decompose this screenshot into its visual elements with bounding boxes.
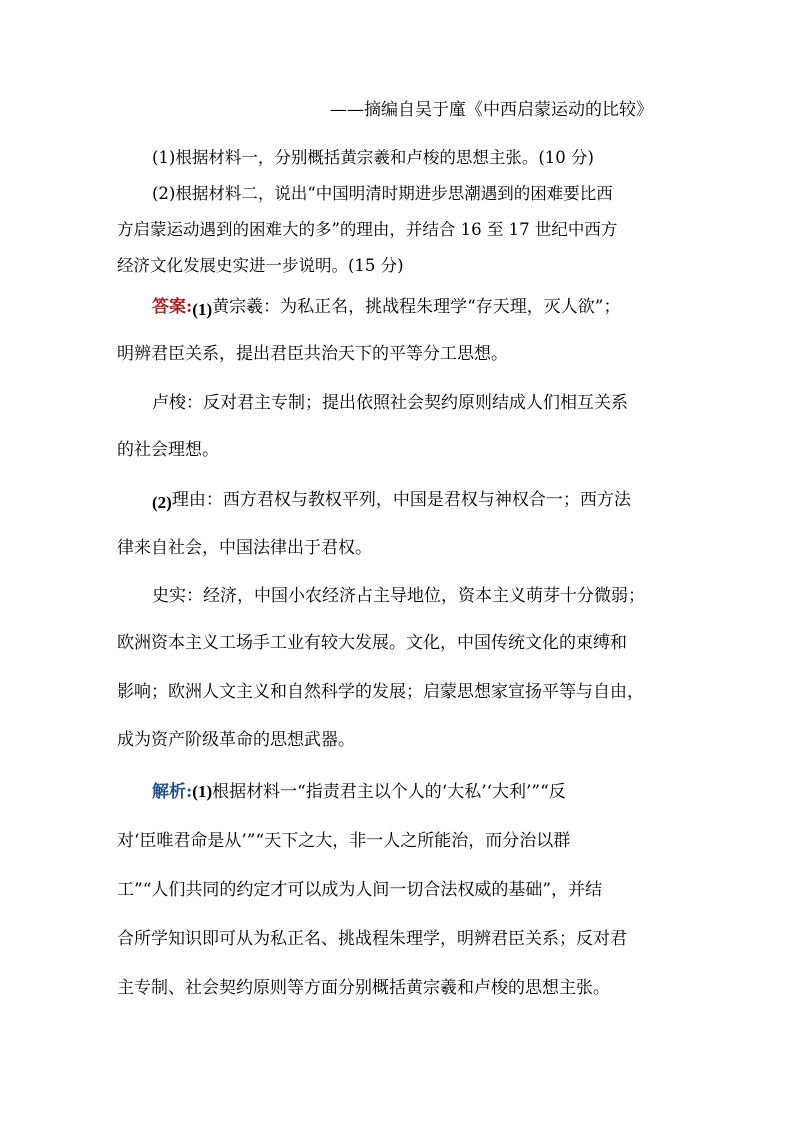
answer-p1-line-1 xyxy=(152,295,621,319)
question-1: (1)根据材料一，分别概括黄宗羲和卢梭的思想主张。(10 分) xyxy=(152,148,594,167)
answer-p2-line-1: 卢梭：反对君主专制；提出依照社会契约原则结成人们相互关系 xyxy=(152,393,628,413)
answer-p3-text-1: 理由：西方君权与教权平列，中国是君权与神权合一；西方法 xyxy=(171,490,631,510)
answer-p4-line-3: 影响；欧洲人文主义和自然科学的发展；启蒙思想家宣扬平等与自由， xyxy=(117,682,644,702)
analysis-line-3: 工”“人们共同的约定才可以成为人间一切合法权威的基础”，并结 xyxy=(117,880,603,900)
answer-p3-number: (2) xyxy=(152,493,172,512)
question-2-line-3: 经济文化发展史实进一步说明。(15 分) xyxy=(117,256,404,275)
answer-p1-number: (1) xyxy=(192,300,213,319)
answer-p4-line-2: 欧洲资本主义工场手工业有较大发展。文化，中国传统文化的束缚和 xyxy=(117,633,627,653)
analysis-text-1: 根据材料一“指责君主以个人的‘大私’‘大利’”“反 xyxy=(212,782,566,802)
analysis-line-1 xyxy=(152,780,566,804)
source-citation: ——摘编自吴于廑《中西启蒙运动的比较》 xyxy=(330,100,653,120)
question-2-line-2: 方启蒙运动遇到的困难大的多”的理由，并结合 16 至 17 世纪中西方 xyxy=(117,220,618,239)
answer-p4-line-1: 史实：经济，中国小农经济占主导地位，资本主义萌芽十分微弱； xyxy=(152,586,645,606)
answer-p3-line-1 xyxy=(152,488,631,512)
analysis-number: (1) xyxy=(192,782,213,801)
answer-p1-text-1: 黄宗羲：为私正名，挑战程朱理学“存天理，灭人欲”； xyxy=(212,297,621,317)
analysis-label: 解析: xyxy=(152,782,193,802)
analysis-line-4: 合所学知识即可从为私正名、挑战程朱理学，明辨君臣关系；反对君 xyxy=(117,929,627,949)
answer-p4-line-4: 成为资产阶级革命的思想武器。 xyxy=(117,730,355,750)
answer-p1-line-2: 明辨君臣关系，提出君臣共治天下的平等分工思想。 xyxy=(117,344,508,364)
analysis-line-5: 主专制、社会契约原则等方面分别概括黄宗羲和卢梭的思想主张。 xyxy=(117,978,610,998)
answer-p3-line-2: 律来自社会，中国法律出于君权。 xyxy=(117,538,372,558)
answer-p2-line-2: 的社会理想。 xyxy=(117,440,219,460)
answer-label: 答案: xyxy=(152,297,193,317)
analysis-line-2: 对‘臣唯君命是从’”“天下之大，非一人之所能治，而分治以群 xyxy=(117,831,571,851)
question-2-line-1: (2)根据材料二，说出“中国明清时期进步思潮遇到的困难要比西 xyxy=(152,184,613,203)
